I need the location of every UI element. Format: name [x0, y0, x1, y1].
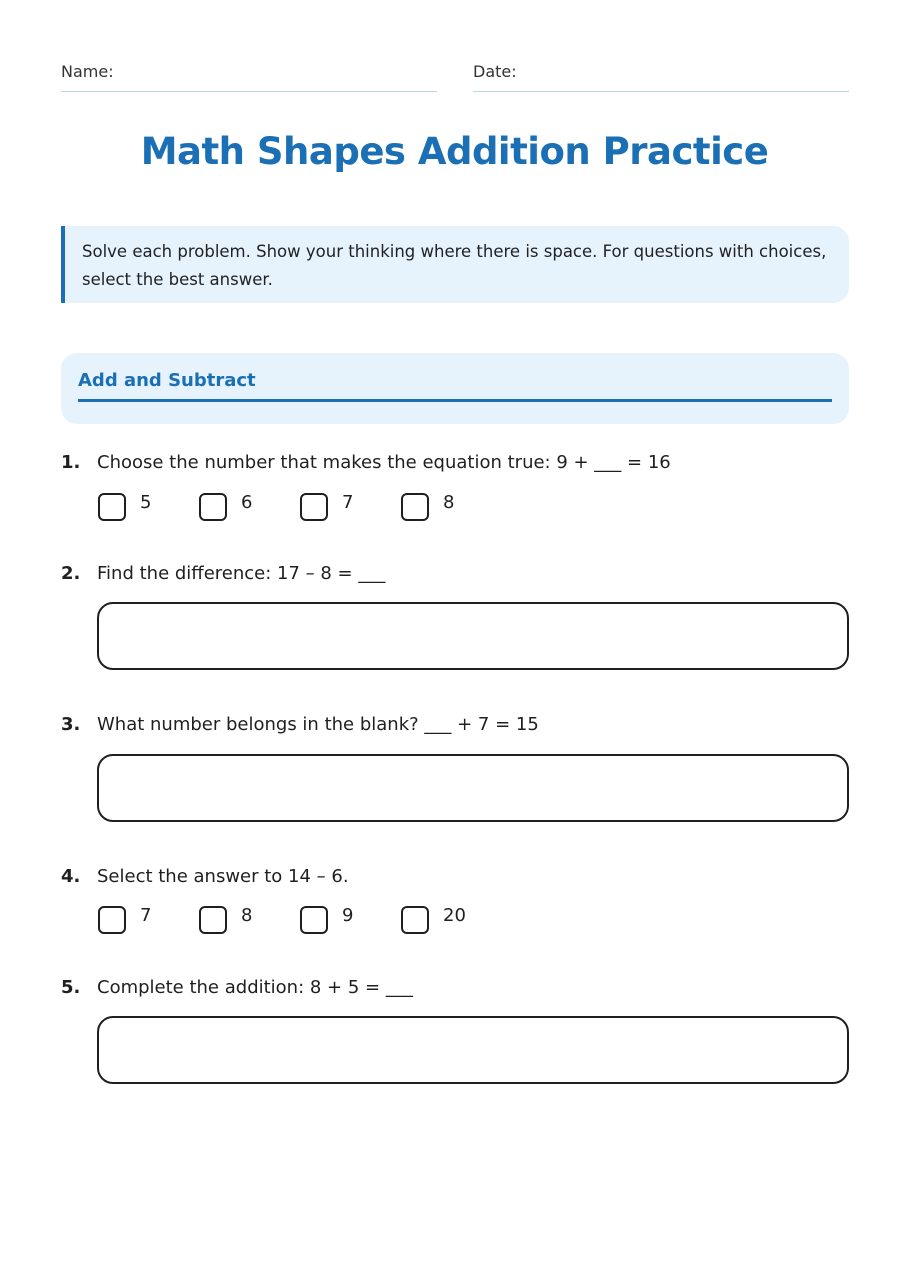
choice-checkbox[interactable] — [98, 493, 126, 521]
choice-checkbox[interactable] — [401, 493, 429, 521]
page-title: Math Shapes Addition Practice — [140, 130, 769, 173]
answer-box[interactable] — [97, 602, 849, 670]
choice-checkbox[interactable] — [300, 906, 328, 934]
instructions-text: Solve each problem. Show your thinking where there is space. For questions with choices, select the best answer. — [82, 242, 827, 289]
question-text: What number belongs in the blank? ___ + 7 = 15 — [97, 714, 539, 735]
date-label: Date: — [473, 62, 517, 81]
question-text: Choose the number that makes the equation true: 9 + ___ = 16 — [97, 452, 671, 473]
name-field[interactable] — [61, 91, 437, 92]
choice-label: 5 — [140, 492, 152, 513]
question-number: 5. — [61, 977, 81, 998]
choice-label: 7 — [342, 492, 354, 513]
choice-label: 7 — [140, 905, 152, 926]
answer-box[interactable] — [97, 1016, 849, 1084]
choice-label: 6 — [241, 492, 253, 513]
choice-checkbox[interactable] — [199, 493, 227, 521]
question-number: 2. — [61, 563, 81, 584]
choice-checkbox[interactable] — [98, 906, 126, 934]
choice-label: 8 — [241, 905, 253, 926]
date-field[interactable] — [473, 91, 849, 92]
choice-label: 8 — [443, 492, 455, 513]
answer-box[interactable] — [97, 754, 849, 822]
section-title: Add and Subtract — [78, 370, 832, 402]
name-label: Name: — [61, 62, 114, 81]
choice-label: 9 — [342, 905, 354, 926]
question-text: Find the difference: 17 – 8 = ___ — [97, 563, 386, 584]
question-number: 4. — [61, 866, 81, 887]
question-number: 1. — [61, 452, 81, 473]
question-number: 3. — [61, 714, 81, 735]
section-header — [61, 353, 849, 424]
instructions-panel — [61, 226, 849, 303]
choice-checkbox[interactable] — [300, 493, 328, 521]
question-text: Select the answer to 14 – 6. — [97, 866, 349, 887]
choice-label: 20 — [443, 905, 466, 926]
choice-checkbox[interactable] — [199, 906, 227, 934]
question-text: Complete the addition: 8 + 5 = ___ — [97, 977, 413, 998]
choice-checkbox[interactable] — [401, 906, 429, 934]
